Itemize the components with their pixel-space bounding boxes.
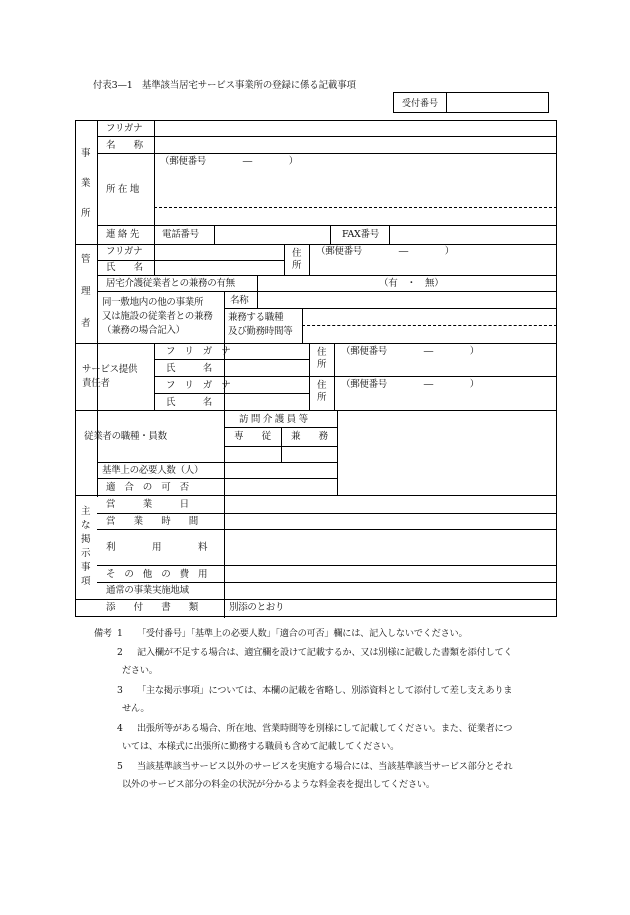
- attachment-value: 別添のとおり: [229, 602, 285, 613]
- manager-concurrent-job-line2: 及び勤務時間等: [228, 326, 293, 337]
- manager-concurrent-home-staff: 居宅介護従業者との兼務の有無: [106, 278, 235, 289]
- service-manager-address-label-2a: 住: [317, 380, 327, 391]
- note-3-number: 3: [117, 685, 123, 696]
- note-2-line-2: ださい。: [122, 665, 158, 676]
- note-3-line-1: 「主な掲示事項」については、本欄の記載を省略し、別添資料として添付して差し支えありま: [137, 685, 513, 696]
- main-items-label-5: 事: [81, 562, 91, 573]
- manager-section-label-3: 者: [81, 318, 91, 329]
- office-furigana-label: フリガナ: [106, 123, 143, 134]
- manager-section-label-2: 理: [81, 286, 91, 297]
- note-5-number: 5: [117, 761, 123, 772]
- staff-column-header: 訪 問 介 護 員 等: [239, 414, 308, 425]
- manager-concurrent-job-line1: 兼務する職種: [228, 312, 284, 323]
- main-items-label-1: 主: [81, 506, 91, 517]
- manager-section-label-1: 管: [81, 254, 91, 265]
- fees-label: 利 用 料: [106, 542, 208, 553]
- registration-form-table: [75, 120, 557, 617]
- main-items-label-6: 項: [81, 576, 91, 587]
- manager-address-label-1: 住: [292, 248, 302, 259]
- form-title: 付表3—1 基準該当居宅サービス事業所の登録に係る記載事項: [93, 80, 356, 91]
- service-manager-label-1: サービス提供: [82, 364, 138, 375]
- service-manager-label-2: 責任者: [82, 378, 110, 389]
- note-4-line-1: 出張所等がある場合、所在地、営業時間等を別様にして記載してください。また、従業者につ: [137, 723, 513, 734]
- office-phone-label: 電話番号: [162, 229, 199, 240]
- staff-full-time: 専 従: [234, 431, 271, 442]
- note-5-line-2: 以外のサービス部分の料金の状況が分かるような料金表を提出してください。: [122, 779, 435, 790]
- manager-other-office-line2: 又は施設の従業者との兼務: [102, 311, 213, 322]
- note-3-line-2: せん。: [122, 703, 150, 714]
- service-manager-address-label-2b: 所: [317, 392, 327, 403]
- main-items-label-4: 示: [81, 548, 91, 559]
- service-manager-name-label-2: 氏 名: [166, 397, 213, 408]
- service-area-label: 通常の事業実施地域: [106, 585, 189, 596]
- main-items-label-3: 掲: [81, 534, 91, 545]
- note-5-line-1: 当該基準該当サービス以外のサービスを実施する場合には、当該基準該当サービス部分とそれ: [137, 761, 513, 772]
- manager-name-label: 氏 名: [106, 262, 143, 273]
- office-address-label: 所 在 地: [106, 184, 140, 195]
- office-fax-label: FAX番号: [342, 229, 379, 240]
- manager-facility-name-label: 名称: [230, 295, 249, 306]
- office-section-label-2: 業: [81, 178, 91, 189]
- manager-yes-no: （有 ・ 無）: [379, 278, 444, 289]
- note-2-line-1: 記入欄が不足する場合は、適宜欄を設けて記載するか、又は別様に記載した書類を添付してく: [137, 647, 513, 658]
- service-manager-postal-code-2: （郵便番号 ― ）: [341, 379, 480, 390]
- service-manager-furigana-label-1: フ リ ガ ナ: [166, 346, 231, 357]
- service-manager-address-label-1b: 所: [317, 359, 327, 370]
- service-manager-postal-code-1: （郵便番号 ― ）: [341, 346, 480, 357]
- manager-address-label-2: 所: [292, 260, 302, 271]
- note-1-line-1: 「受付番号」「基準上の必要人数」「適合の可否」欄には、記入しないでください。: [137, 628, 468, 639]
- office-section-label-1: 事: [81, 148, 91, 159]
- staff-part-time: 兼 務: [291, 431, 328, 442]
- staff-required-count: 基準上の必要人数（人）: [102, 465, 204, 476]
- reception-number-box: [393, 92, 549, 113]
- business-hours-label: 営 業 時 間: [106, 516, 199, 527]
- attachment-label: 添 付 書 類: [106, 602, 199, 613]
- reception-number-label: 受付番号: [394, 93, 447, 112]
- manager-other-office-line1: 同一敷地内の他の事業所: [102, 297, 204, 308]
- business-days-label: 営 業 日: [106, 499, 189, 510]
- note-2-number: 2: [117, 647, 123, 658]
- service-manager-furigana-label-2: フ リ ガ ナ: [166, 380, 231, 391]
- main-items-label-2: な: [81, 520, 91, 531]
- service-manager-name-label-1: 氏 名: [166, 363, 213, 374]
- manager-other-office-line3: （兼務の場合記入）: [102, 325, 185, 336]
- notes-heading: 備考: [94, 628, 112, 639]
- note-4-number: 4: [117, 723, 123, 734]
- staff-compliance: 適 合 の 可 否: [106, 482, 189, 493]
- note-1-number: 1: [117, 628, 123, 639]
- office-postal-code: （郵便番号 ― ）: [160, 156, 299, 167]
- note-4-line-2: いては、本様式に出張所に勤務する職員も含めて記載してください。: [122, 741, 400, 752]
- other-costs-label: そ の 他 の 費 用: [106, 569, 208, 580]
- office-name-label: 名 称: [106, 140, 143, 151]
- service-manager-address-label-1a: 住: [317, 347, 327, 358]
- staff-label: 従業者の職種・員数: [84, 431, 167, 442]
- office-section-label-3: 所: [81, 208, 91, 219]
- office-contact-label: 連 絡 先: [106, 229, 140, 240]
- manager-postal-code: （郵便番号 ― ）: [316, 246, 455, 257]
- manager-furigana-label: フリガナ: [106, 246, 143, 257]
